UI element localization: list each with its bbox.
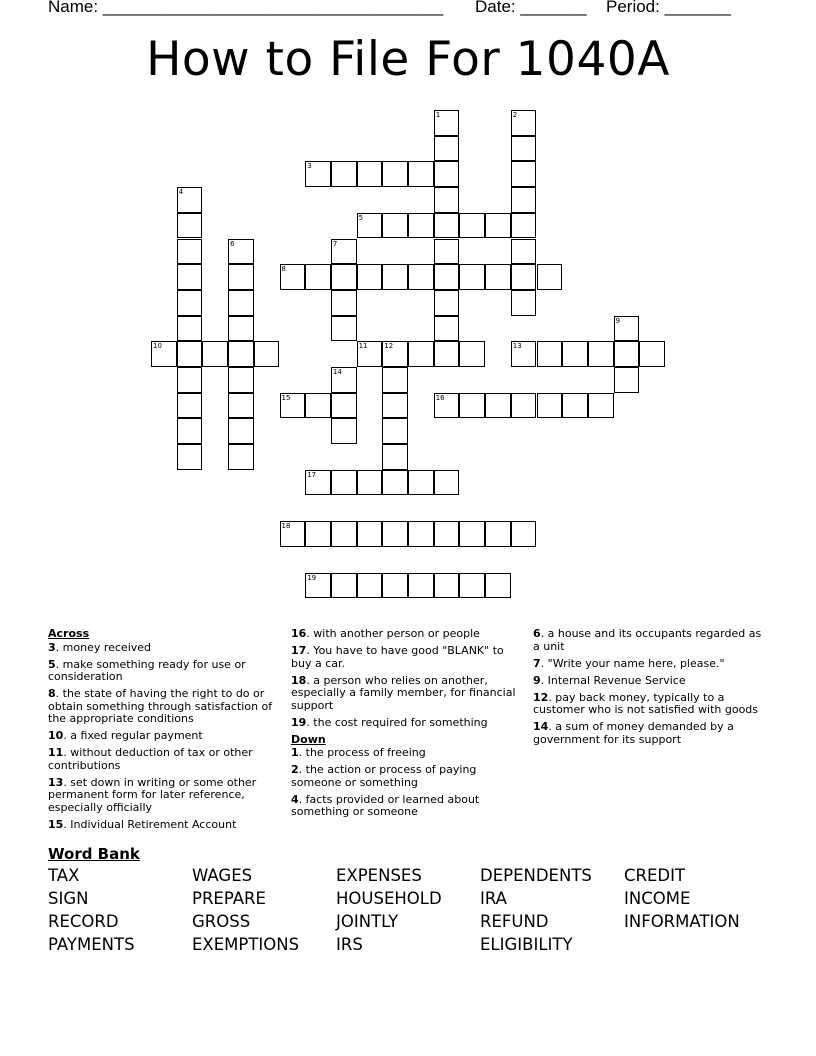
crossword-cell[interactable] (408, 521, 434, 547)
crossword-cell[interactable] (228, 264, 254, 290)
clue-number-label: 15 (281, 393, 291, 402)
clue-number-label: 18 (281, 522, 291, 531)
clue-down-14: 14. a sum of money demanded by a government for its support (533, 720, 734, 746)
word-bank-item: CREDIT (624, 866, 686, 885)
crossword-cell[interactable] (202, 341, 228, 367)
date-field[interactable]: Date: _______ (475, 0, 587, 16)
clue-number-label: 19 (307, 573, 317, 582)
clue-across-5: 5. make something ready for use or consideration (48, 657, 246, 683)
crossword-cell[interactable] (228, 341, 254, 367)
word-bank-item: EXPENSES (336, 866, 422, 885)
clue-number-label: 3 (307, 162, 312, 171)
crossword-cell[interactable] (459, 264, 485, 290)
crossword-cell[interactable] (511, 239, 537, 265)
crossword-cell[interactable] (177, 341, 203, 367)
crossword-cell[interactable] (562, 341, 588, 367)
crossword-cell[interactable] (408, 161, 434, 187)
clues-column-2 (291, 628, 525, 823)
name-field[interactable]: Name: ____________________________________ (48, 0, 444, 16)
crossword-cell[interactable] (228, 367, 254, 393)
crossword-cell[interactable] (434, 136, 460, 162)
crossword-cell[interactable] (331, 290, 357, 316)
crossword-cell[interactable] (382, 573, 408, 599)
word-bank-item: RECORD (48, 912, 119, 931)
word-bank-item: ELIGIBILITY (480, 935, 573, 954)
crossword-cell[interactable] (639, 341, 665, 367)
period-field[interactable]: Period: _______ (606, 0, 731, 16)
crossword-cell[interactable] (537, 393, 563, 419)
crossword-cell[interactable] (434, 239, 460, 265)
word-bank-item: INCOME (624, 889, 691, 908)
clue-number-label: 6 (230, 239, 235, 248)
clues-column-1 (48, 628, 284, 836)
clue-across-16: 16. with another person or people (291, 627, 480, 640)
crossword-cell[interactable] (434, 341, 460, 367)
crossword-cell[interactable] (537, 341, 563, 367)
crossword-cell[interactable] (511, 393, 537, 419)
word-bank-item: REFUND (480, 912, 549, 931)
clue-across-3: 3. money received (48, 640, 152, 654)
crossword-cell[interactable] (228, 418, 254, 444)
crossword-cell[interactable] (382, 418, 408, 444)
crossword-cell[interactable] (305, 521, 331, 547)
clue-down-4: 4. facts provided or learned about something or someone (291, 792, 480, 818)
clue-number-label: 14 (332, 368, 342, 376)
crossword-cell[interactable] (434, 213, 460, 239)
clue-number-label: 2 (512, 111, 518, 119)
clue-down-1: 1. the process of freeing (291, 746, 426, 759)
crossword-cell[interactable] (511, 213, 537, 239)
crossword-cell[interactable] (434, 161, 460, 187)
crossword-cell[interactable] (382, 213, 408, 239)
word-bank-item: IRA (480, 889, 507, 908)
clue-number-label: 8 (281, 265, 286, 274)
crossword-cell[interactable] (485, 521, 511, 547)
crossword-cell[interactable] (485, 393, 511, 419)
clues-column-3 (533, 628, 769, 751)
crossword-cell[interactable] (485, 264, 511, 290)
crossword-cell[interactable] (408, 470, 434, 496)
crossword-cell[interactable] (382, 393, 408, 419)
crossword-cell[interactable] (357, 161, 383, 187)
crossword-cell[interactable] (408, 264, 434, 290)
clue-number-label: 13 (512, 342, 522, 351)
crossword-cell[interactable] (357, 470, 383, 496)
clue-across-8: 8. the state of having the right to do or obtain something through satisfaction of the appropriate conditions (48, 687, 273, 725)
crossword-cell[interactable] (331, 393, 357, 419)
crossword-cell[interactable] (305, 393, 331, 419)
crossword-cell[interactable] (177, 444, 203, 470)
crossword-cell[interactable] (511, 187, 537, 213)
crossword-cell[interactable] (382, 161, 408, 187)
crossword-cell[interactable] (511, 264, 537, 290)
crossword-cell[interactable] (331, 264, 357, 290)
crossword-cell[interactable] (434, 187, 460, 213)
crossword-cell[interactable] (177, 418, 203, 444)
clue-number-label: 10 (153, 342, 162, 351)
crossword-cell[interactable] (408, 213, 434, 239)
crossword-cell[interactable] (614, 367, 640, 393)
crossword-cell[interactable] (485, 213, 511, 239)
crossword-cell[interactable] (382, 264, 408, 290)
word-bank-item: EXEMPTIONS (192, 935, 300, 954)
across-heading: Across (48, 627, 90, 640)
clue-down-6: 6. a house and its occupants regarded as a unit (533, 627, 762, 653)
clue-number-label: 17 (307, 470, 317, 479)
clue-number-label: 7 (332, 239, 338, 248)
crossword-cell[interactable] (562, 393, 588, 419)
down-heading: Down (291, 732, 326, 746)
clue-across-10: 10. a fixed regular payment (48, 729, 203, 742)
crossword-cell[interactable] (228, 316, 254, 342)
clue-number-label: 5 (358, 213, 364, 222)
crossword-cell[interactable] (614, 341, 640, 367)
crossword-cell[interactable] (382, 367, 408, 393)
word-bank-item: JOINTLY (336, 912, 399, 931)
word-bank (48, 866, 768, 955)
crossword-cell[interactable] (434, 521, 460, 547)
crossword-cell[interactable] (588, 341, 614, 367)
clue-down-7: 7. "Write your name here, please." (533, 656, 725, 670)
crossword-cell[interactable] (459, 213, 485, 239)
crossword-cell[interactable] (382, 521, 408, 547)
crossword-cell[interactable] (357, 264, 383, 290)
crossword-cell[interactable] (537, 264, 563, 290)
crossword-cell[interactable] (511, 290, 537, 316)
crossword-cell[interactable] (305, 264, 331, 290)
clue-number-label: 9 (615, 316, 621, 325)
clue-down-12: 12. pay back money, typically to a customer who is not satisfied with goods (533, 690, 759, 716)
crossword-cell[interactable] (177, 213, 203, 239)
crossword-cell[interactable] (331, 418, 357, 444)
word-bank-item: GROSS (192, 912, 251, 931)
clue-across-18: 18. a person who relies on another, especially a family member, for financial support (291, 673, 516, 712)
clue-down-2: 2. the action or process of paying someone or something (291, 763, 477, 789)
clue-across-19: 19. the cost required for something (291, 715, 488, 729)
crossword-cell[interactable] (254, 341, 280, 367)
crossword-cell[interactable] (177, 367, 203, 393)
crossword-cell[interactable] (434, 264, 460, 290)
crossword-cell[interactable] (177, 393, 203, 419)
crossword-cell[interactable] (382, 470, 408, 496)
crossword-cell[interactable] (228, 290, 254, 316)
crossword-cell[interactable] (511, 521, 537, 547)
crossword-cell[interactable] (331, 470, 357, 496)
clue-across-13: 13. set down in writing or some other permanent form for later reference, especially officially (48, 775, 257, 814)
crossword-cell[interactable] (228, 444, 254, 470)
word-bank-item: DEPENDENTS (480, 866, 592, 885)
clue-number-label: 1 (435, 111, 441, 119)
crossword-cell[interactable] (511, 161, 537, 187)
crossword-cell[interactable] (357, 573, 383, 599)
crossword-cell[interactable] (434, 290, 460, 316)
crossword-cell[interactable] (177, 264, 203, 290)
crossword-cell[interactable] (511, 136, 537, 162)
page-title: How to File For 1040A (146, 32, 670, 87)
crossword-cell[interactable] (382, 444, 408, 470)
crossword-cell[interactable] (357, 521, 383, 547)
clue-number-label: 4 (178, 188, 184, 197)
crossword-cell[interactable] (485, 573, 511, 599)
crossword-cell[interactable] (177, 239, 203, 265)
crossword-cell[interactable] (331, 316, 357, 342)
clue-number-label: 16 (435, 393, 445, 402)
crossword-cell[interactable] (459, 573, 485, 599)
word-bank-item: IRS (336, 935, 363, 954)
word-bank-item: PAYMENTS (48, 935, 135, 954)
word-bank-item: SIGN (48, 889, 89, 908)
clue-across-11: 11. without deduction of tax or other contributions (48, 746, 253, 772)
crossword-cell[interactable] (459, 341, 485, 367)
crossword-cell[interactable] (331, 161, 357, 187)
crossword-cell[interactable] (434, 470, 460, 496)
clue-down-9: 9. Internal Revenue Service (533, 673, 686, 687)
crossword-cell[interactable] (434, 316, 460, 342)
word-bank-item: WAGES (192, 866, 253, 885)
crossword-cell[interactable] (434, 573, 460, 599)
crossword-cell[interactable] (177, 290, 203, 316)
crossword-cell[interactable] (228, 393, 254, 419)
crossword-cell[interactable] (331, 521, 357, 547)
crossword-cell[interactable] (408, 573, 434, 599)
crossword-cell[interactable] (588, 393, 614, 419)
clue-across-17: 17. You have to have good "BLANK" to buy a car. (291, 644, 504, 670)
crossword-cell[interactable] (177, 316, 203, 342)
clue-across-15: 15. Individual Retirement Account (48, 817, 237, 831)
word-bank-item: INFORMATION (624, 912, 740, 931)
word-bank-item: PREPARE (192, 889, 266, 908)
crossword-cell[interactable] (459, 393, 485, 419)
crossword-cell[interactable] (331, 573, 357, 599)
clue-number-label: 12 (384, 342, 394, 351)
word-bank-title: Word Bank (48, 845, 140, 863)
crossword-cell[interactable] (459, 521, 485, 547)
clue-number-label: 11 (358, 342, 368, 351)
crossword-cell[interactable] (408, 341, 434, 367)
word-bank-item: TAX (48, 866, 80, 885)
word-bank-item: HOUSEHOLD (336, 889, 442, 908)
